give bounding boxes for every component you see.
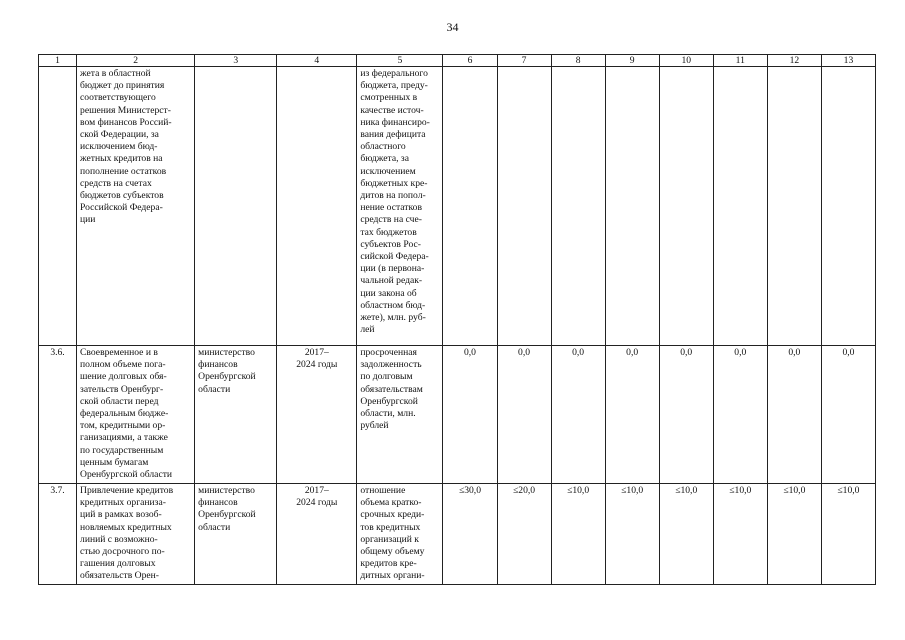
executor — [195, 67, 277, 346]
value-cell: 0,0 — [605, 346, 659, 484]
column-number-row — [39, 55, 876, 67]
column-number: 12 — [767, 55, 821, 67]
value-cell — [551, 67, 605, 346]
executor: министерство финансов Оренбургской области — [195, 484, 277, 585]
value-cell: 0,0 — [767, 346, 821, 484]
indicators-table — [38, 54, 876, 585]
value-cell: 0,0 — [551, 346, 605, 484]
indicator: просроченная задолженность по долговым обязательствам Оренбургской области, млн. рублей — [357, 346, 443, 484]
value-cell — [821, 67, 875, 346]
measure-name: жета в областной бюджет до принятия соответствующего решения Министерст- вом финансов Россий- ской Федерации, за исключением бюд- жетных кредитов на пополнение остатков средств на счетах бюджетов субъектов Российской Федера- ции — [77, 67, 195, 346]
value-cell — [605, 67, 659, 346]
column-number: 4 — [277, 55, 357, 67]
column-number: 9 — [605, 55, 659, 67]
value-cell: 0,0 — [497, 346, 551, 484]
page-number: 34 — [446, 20, 459, 34]
period — [277, 67, 357, 346]
column-number: 5 — [357, 55, 443, 67]
value-cell: ≤10,0 — [767, 484, 821, 585]
period: 2017– 2024 годы — [277, 346, 357, 484]
period: 2017– 2024 годы — [277, 484, 357, 585]
value-cell — [443, 67, 497, 346]
row-number — [39, 67, 77, 346]
column-number: 6 — [443, 55, 497, 67]
column-number: 3 — [195, 55, 277, 67]
value-cell: ≤20,0 — [497, 484, 551, 585]
measure-name: Привлечение кредитов кредитных организа- ций в рамках возоб- новляемых кредитных линий с возможно- стью досрочного по- гашения долговых обязательств Орен- — [77, 484, 195, 585]
value-cell: 0,0 — [443, 346, 497, 484]
value-cell — [767, 67, 821, 346]
value-cell: 0,0 — [659, 346, 713, 484]
value-cell: ≤10,0 — [605, 484, 659, 585]
row-number: 3.6. — [39, 346, 77, 484]
column-number: 1 — [39, 55, 77, 67]
value-cell — [713, 67, 767, 346]
column-number: 2 — [77, 55, 195, 67]
value-cell: ≤10,0 — [713, 484, 767, 585]
value-cell: ≤10,0 — [551, 484, 605, 585]
value-cell: ≤10,0 — [821, 484, 875, 585]
value-cell: ≤30,0 — [443, 484, 497, 585]
indicator: отношение объема кратко- срочных креди- тов кредитных организаций к общему объему кредитов кре- дитных органи- — [357, 484, 443, 585]
value-cell — [497, 67, 551, 346]
table-row — [39, 484, 876, 585]
column-number: 11 — [713, 55, 767, 67]
value-cell — [659, 67, 713, 346]
table-row — [39, 346, 876, 484]
column-number: 8 — [551, 55, 605, 67]
value-cell: ≤10,0 — [659, 484, 713, 585]
measure-name: Своевременное и в полном объеме пога- шение долговых обя- зательств Оренбург- ской области перед федеральным бюдже- том, кредитными ор- ганизациями, а также по государственным ценным бумагам Оренбургской области — [77, 346, 195, 484]
table-row — [39, 67, 876, 346]
column-number: 10 — [659, 55, 713, 67]
indicator: из федерального бюджета, преду- смотренных в качестве источ- ника финансиро- вания дефицита областного бюджета, за исключением бюджетных кре- дитов на попол- нение остатков средств на сче- тах бюджетов субъектов Рос- сийской Федера- ции (в первона- чальной редак- ции закона об областном бюд- жете), млн. руб- лей — [357, 67, 443, 346]
column-number: 13 — [821, 55, 875, 67]
row-number: 3.7. — [39, 484, 77, 585]
value-cell: 0,0 — [713, 346, 767, 484]
executor: министерство финансов Оренбургской области — [195, 346, 277, 484]
column-number: 7 — [497, 55, 551, 67]
value-cell: 0,0 — [821, 346, 875, 484]
